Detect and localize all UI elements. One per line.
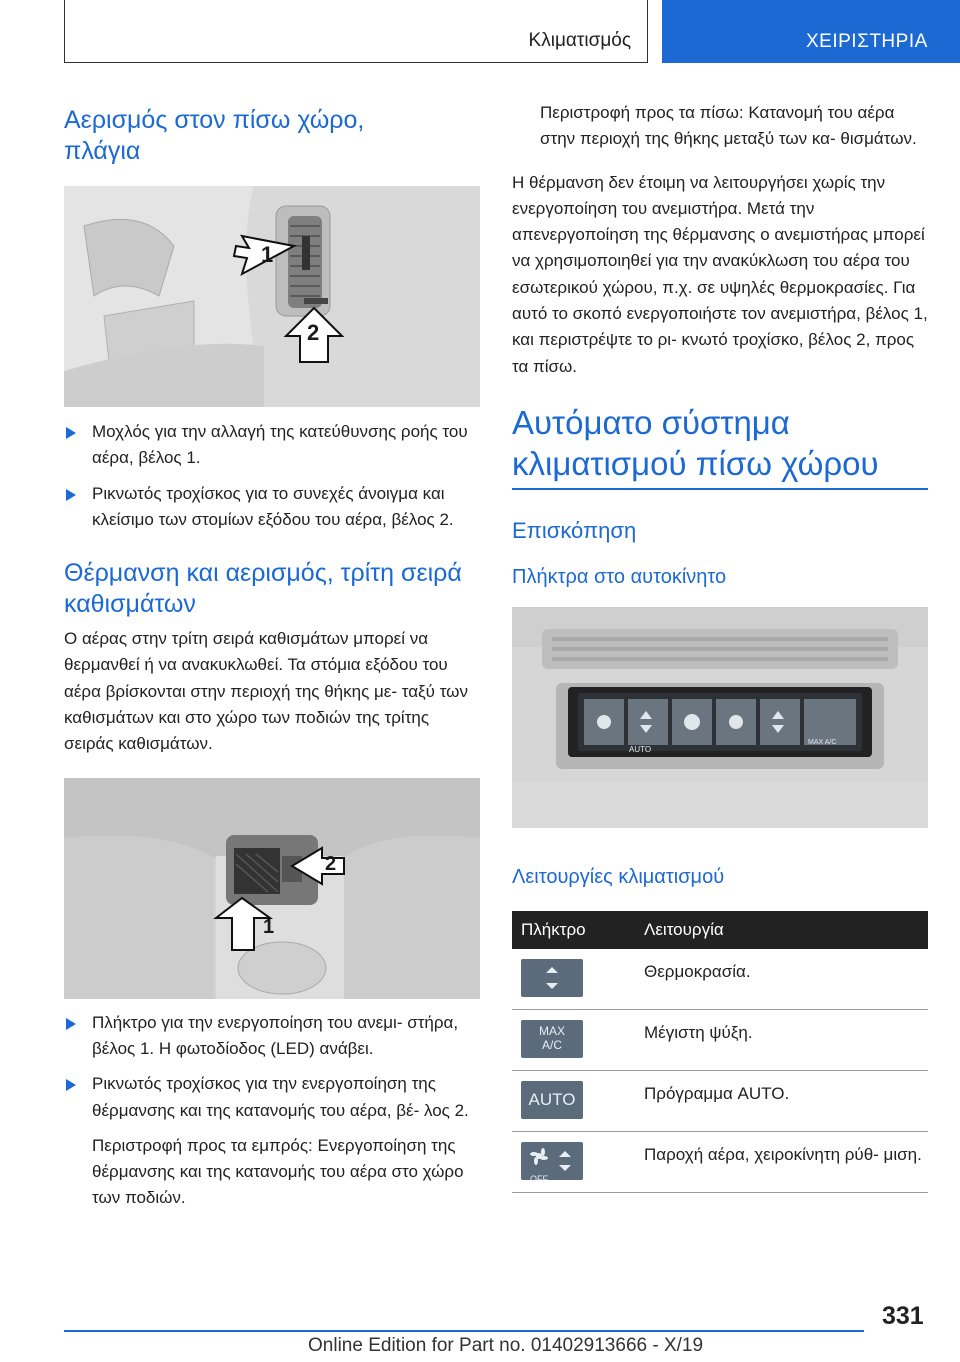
section-title-third-row: Θέρμανση και αερισμός, τρίτη σειρά καθισμάτων	[64, 559, 462, 619]
function-text: Παροχή αέρα, χειροκίνητη ρύθ- μιση.	[635, 1131, 928, 1192]
table-row	[512, 1131, 928, 1192]
rear-climate-panel-illustration	[512, 607, 928, 828]
auto-icon: AUTO	[521, 1081, 583, 1119]
third-row-vent-illustration	[64, 778, 480, 999]
table-row	[512, 949, 928, 1010]
functions-table	[512, 911, 928, 1193]
max-ac-icon: MAX A/C	[521, 1020, 583, 1058]
list-item: Ρικνωτός τροχίσκος για την ενεργοποίηση της θέρμανσης και της κατανομής του αέρα, βέ- λος 2.	[64, 1071, 480, 1124]
third-row-description: Ο αέρας στην τρίτη σειρά καθισμάτων μπορεί να θερμανθεί ή να ανακυκλωθεί. Τα στόμια εξόδου του αέρα βρίσκονται στην περιοχή της θήκης με- ταξύ των καθισμάτων και στο χώρο των ποδιών της τρίτης σειράς καθισμάτων.	[64, 629, 468, 754]
header-key: Πλήκτρο	[512, 911, 635, 949]
title-rule	[512, 488, 928, 490]
section-title-rear-side-vents: Αερισμός στον πίσω χώρο, πλάγια	[64, 106, 365, 165]
footer-rule	[64, 1330, 864, 1332]
figure-rear-side-vent	[64, 186, 480, 407]
rotate-backward-note: Περιστροφή προς τα πίσω: Κατανομή του αέρα στην περιοχή της θήκης μεταξύ των κα- θισμάτων.	[540, 103, 917, 149]
list-third-row-controls	[64, 1010, 480, 1124]
table-row	[512, 1009, 928, 1070]
list-item: Ρικνωτός τροχίσκος για το συνεχές άνοιγμα και κλείσιμο των στομίων εξόδου του αέρα, βέλος 2.	[64, 481, 480, 534]
figure-rear-climate-panel	[512, 607, 928, 828]
list-rear-vent-controls	[64, 419, 480, 533]
list-item: Πλήκτρο για την ενεργοποίηση του ανεμι- στήρα, βέλος 1. Η φωτοδίοδος (LED) ανάβει.	[64, 1010, 480, 1063]
function-text: Θερμοκρασία.	[635, 949, 928, 1010]
fan-off-updown-icon: OFF	[521, 1142, 583, 1180]
section-tab-label: ΧΕΙΡΙΣΤΗΡΙΑ	[806, 31, 928, 52]
header-chapter-box	[64, 0, 648, 63]
overview-heading: Επισκόπηση	[512, 517, 637, 543]
bullet-triangle-icon	[66, 489, 76, 501]
bullet-triangle-icon	[66, 427, 76, 439]
rear-side-vent-illustration	[64, 186, 480, 407]
figure-label-1: 1	[263, 915, 275, 938]
footer-edition: Online Edition for Part no. 01402913666 - X/19	[308, 1335, 704, 1356]
temperature-updown-icon	[521, 959, 583, 997]
function-text: Πρόγραμμα AUTO.	[635, 1070, 928, 1131]
list-item: Μοχλός για την αλλαγή της κατεύθυνσης ροής του αέρα, βέλος 1.	[64, 419, 480, 472]
left-column	[64, 105, 480, 1212]
function-text: Μέγιστη ψύξη.	[635, 1009, 928, 1070]
figure-third-row-vent	[64, 778, 480, 999]
panel-auto-label: AUTO	[629, 744, 652, 754]
page-number: 331	[882, 1302, 924, 1330]
rotate-forward-note: Περιστροφή προς τα εμπρός: Ενεργοποίηση της θέρμανσης και της κατανομής του αέρα στο χώρο των ποδιών.	[92, 1135, 464, 1208]
table-row	[512, 1070, 928, 1131]
bullet-triangle-icon	[66, 1018, 76, 1030]
section-title-auto-climate: Αυτόματο σύστημα κλιματισμού πίσω χώρου	[512, 403, 879, 482]
header-function: Λειτουργία	[635, 911, 928, 949]
bullet-triangle-icon	[66, 1079, 76, 1091]
figure-label-1: 1	[261, 242, 274, 267]
panel-maxac-label: MAX A/C	[808, 738, 837, 746]
right-column	[512, 100, 928, 1193]
section-tab[interactable]	[662, 0, 960, 63]
chapter-title: Κλιματισμός	[528, 30, 631, 51]
figure-label-2: 2	[307, 320, 320, 345]
figure-label-2: 2	[325, 852, 337, 875]
table-header-row	[512, 911, 928, 949]
keys-heading: Πλήκτρα στο αυτοκίνητο	[512, 565, 727, 588]
functions-heading: Λειτουργίες κλιματισμού	[512, 865, 725, 888]
heating-fan-note: Η θέρμανση δεν έτοιμη να λειτουργήσει χωρίς την ενεργοποίηση του ανεμιστήρα. Μετά την απενεργοποίηση της θέρμανσης ο ανεμιστήρας μπορεί να χρησιμοποιηθεί για την ανακύκλωση του αέρα του εσωτερικού χώρου, π.χ. σε υψηλές θερμοκρασίες. Για αυτό το σκοπό ενεργοποιήστε τον ανεμιστήρα, βέλος 1, και περιστρέψτε το ρι- κνωτό τροχίσκο, βέλος 2, προς τα πίσω.	[512, 172, 928, 376]
